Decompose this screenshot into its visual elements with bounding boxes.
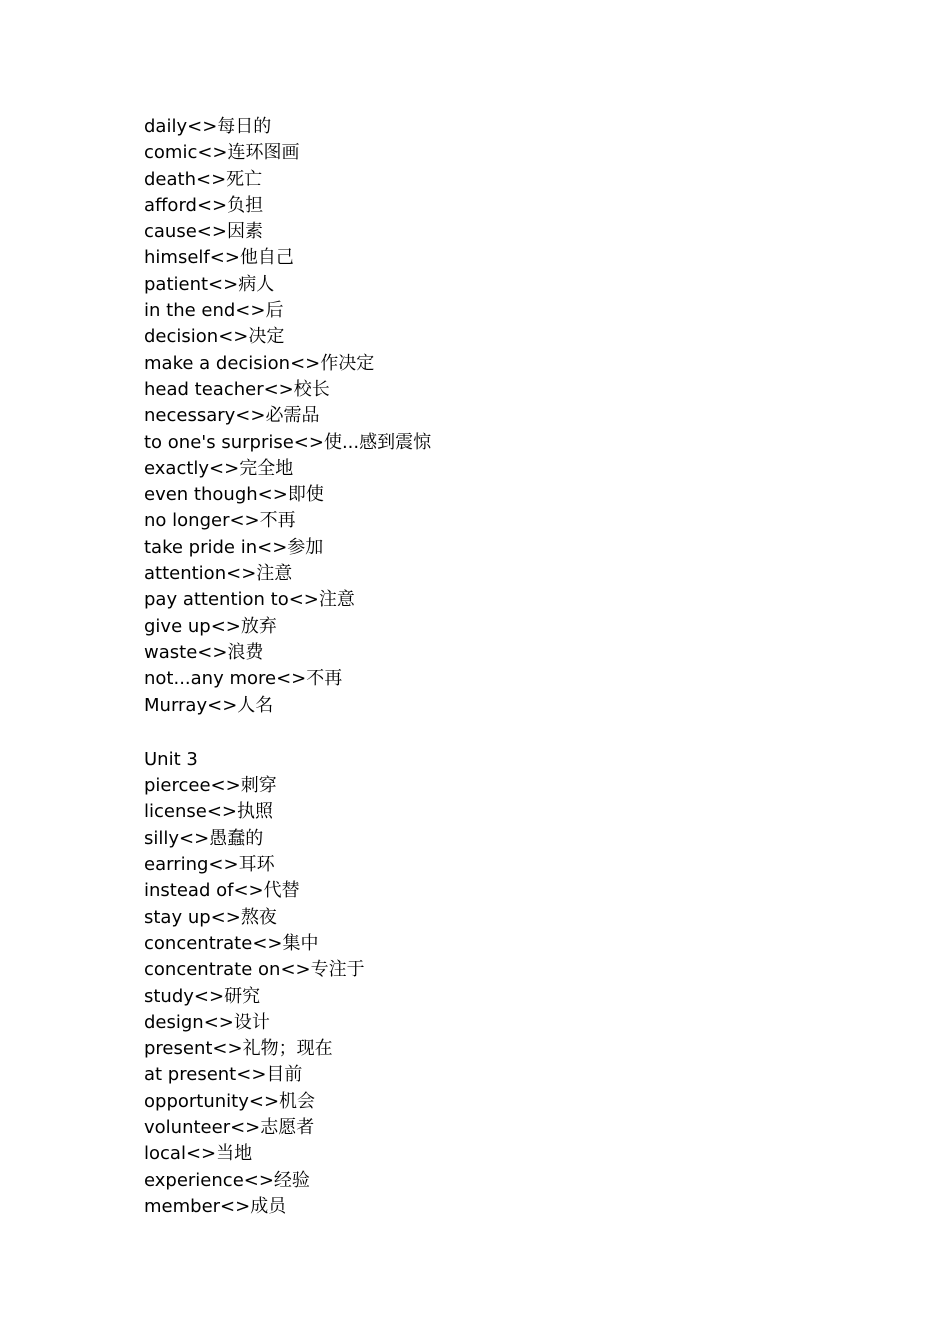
- vocab-entry: stay up<>熬夜: [144, 906, 277, 928]
- vocab-entry: head teacher<>校长: [144, 378, 330, 400]
- vocab-entry: daily<>每日的: [144, 116, 272, 137]
- vocab-entry: design<>设计: [144, 1011, 270, 1033]
- vocab-entry: study<>研究: [144, 985, 261, 1007]
- vocab-entry: exactly<>完全地: [144, 457, 294, 479]
- vocab-entry: local<>当地: [144, 1143, 253, 1165]
- vocab-entry: instead of<>代替: [144, 880, 300, 902]
- vocab-entry: afford<>负担: [144, 194, 264, 216]
- vocabulary-section-1: [144, 114, 844, 719]
- vocab-entry: experience<>经验: [144, 1169, 310, 1191]
- vocab-entry: concentrate<>集中: [144, 932, 319, 954]
- vocabulary-list: [144, 114, 844, 1220]
- vocab-entry: patient<>病人: [144, 273, 275, 295]
- vocab-entry: pay attention to<>注意: [144, 589, 355, 611]
- vocab-entry: cause<>因素: [144, 221, 263, 243]
- vocab-entry: make a decision<>作决定: [144, 352, 375, 374]
- vocab-entry: attention<>注意: [144, 563, 293, 585]
- vocab-entry: death<>死亡: [144, 168, 263, 190]
- vocabulary-section-unit-3: [144, 747, 844, 1220]
- vocab-entry: license<>执照: [144, 801, 273, 823]
- vocab-entry: concentrate on<>专注于: [144, 959, 365, 981]
- vocab-entry: necessary<>必需品: [144, 405, 320, 427]
- vocab-entry: no longer<>不再: [144, 510, 296, 532]
- vocab-entry: to one's surprise<>使...感到震惊: [144, 431, 432, 453]
- vocab-entry: take pride in<>参加: [144, 536, 324, 558]
- vocab-entry: volunteer<>志愿者: [144, 1116, 315, 1138]
- vocab-entry: at present<>目前: [144, 1064, 303, 1086]
- vocab-entry: not...any more<>不再: [144, 668, 343, 690]
- section-spacer: [144, 719, 844, 747]
- vocab-entry: Murray<>人名: [144, 694, 274, 716]
- vocab-entry: present<>礼物；现在: [144, 1038, 333, 1060]
- vocab-entry: waste<>浪费: [144, 641, 264, 663]
- vocab-entry: earring<>耳环: [144, 854, 275, 876]
- vocab-entry: in the end<>后: [144, 300, 284, 322]
- vocab-entry: himself<>他自己: [144, 247, 294, 269]
- vocab-entry: member<>成员: [144, 1195, 287, 1217]
- vocab-entry: give up<>放弃: [144, 615, 277, 637]
- vocab-entry: comic<>连环图画: [144, 142, 300, 164]
- vocab-entry: silly<>愚蠢的: [144, 827, 264, 849]
- vocab-entry: opportunity<>机会: [144, 1090, 316, 1112]
- vocab-entry: decision<>决定: [144, 326, 285, 348]
- unit-heading: Unit 3: [144, 748, 198, 770]
- vocab-entry: even though<>即使: [144, 484, 324, 506]
- vocab-entry: piercee<>刺穿: [144, 775, 277, 797]
